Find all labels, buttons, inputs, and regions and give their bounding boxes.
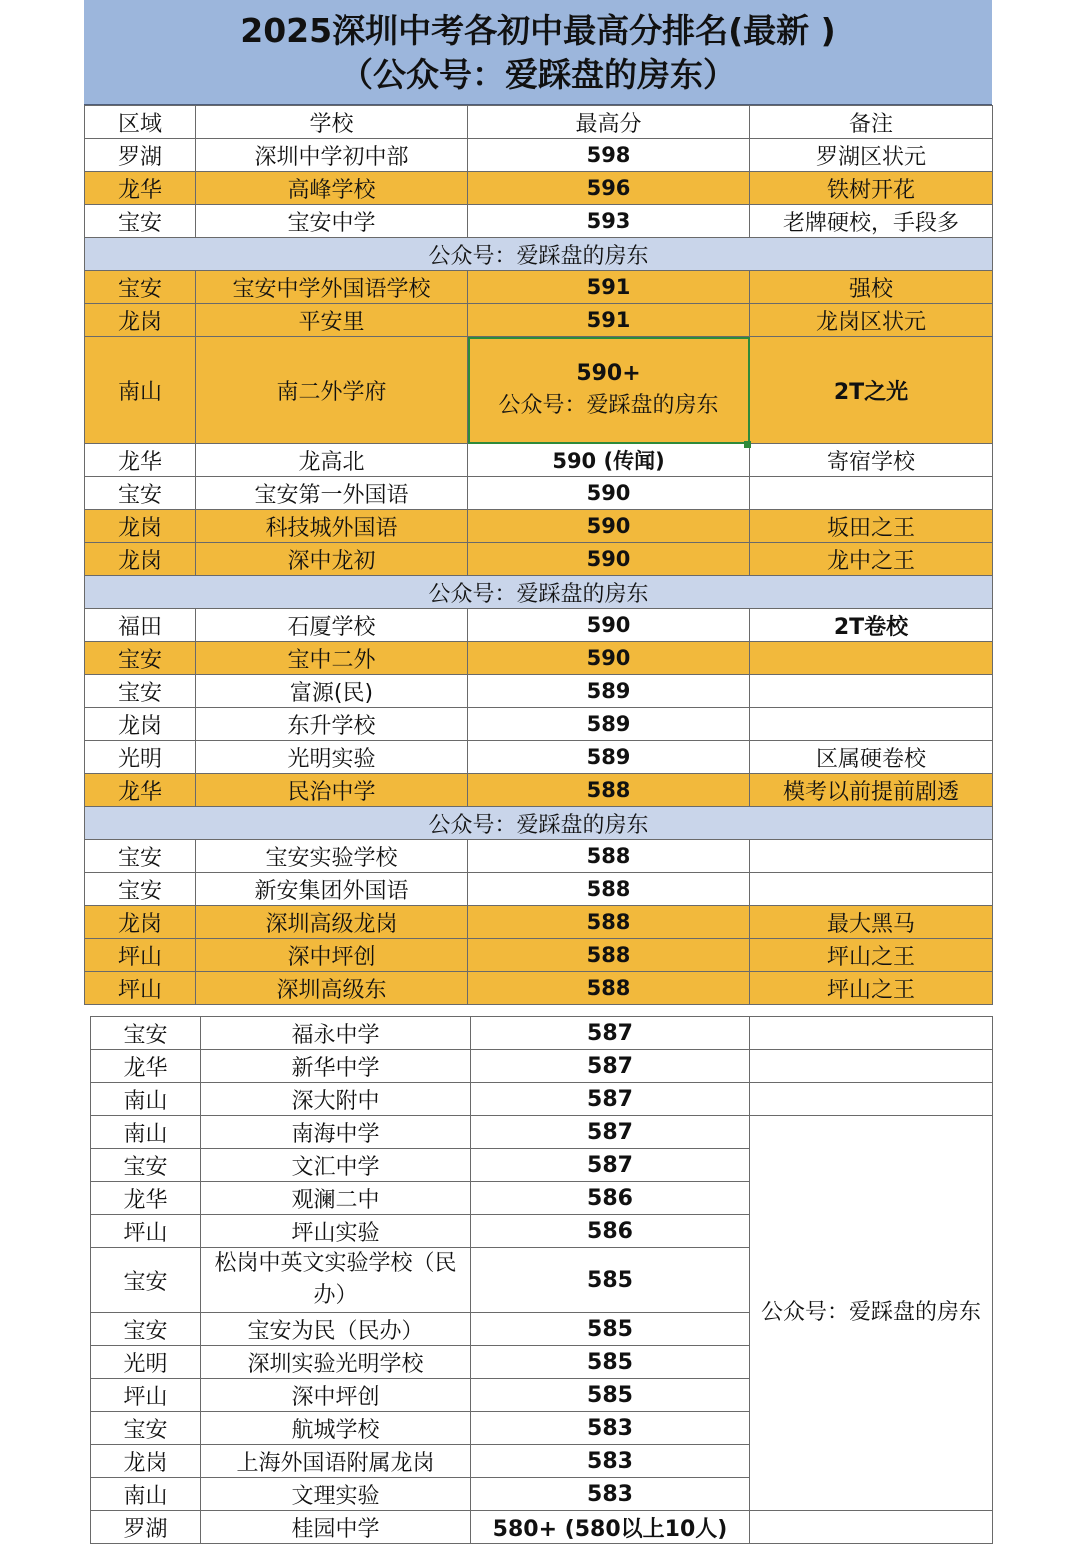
title-line-1: 2025深圳中考各初中最高分排名(最新 ) (240, 11, 836, 50)
school-cell[interactable]: 宝安为民（民办） (201, 1313, 471, 1346)
school-cell[interactable]: 深圳中学初中部 (196, 139, 468, 172)
table-row (85, 840, 993, 873)
table-row (85, 304, 993, 337)
school-cell[interactable]: 深圳高级龙岗 (196, 906, 468, 939)
watermark-row (85, 576, 993, 609)
header-note[interactable]: 备注 (750, 106, 993, 139)
table-row (85, 675, 993, 708)
note-cell[interactable]: 强校 (750, 271, 993, 304)
school-cell[interactable]: 深圳实验光明学校 (201, 1346, 471, 1379)
score-cell[interactable]: 593 (468, 205, 750, 238)
district-cell[interactable]: 宝安 (85, 873, 196, 906)
score-cell[interactable]: 591 (468, 304, 750, 337)
table-row (91, 1017, 993, 1050)
header-row (85, 106, 993, 139)
school-cell[interactable]: 宝安实验学校 (196, 840, 468, 873)
note-cell[interactable]: 模考以前提前剧透 (750, 774, 993, 807)
score-cell[interactable]: 588 (468, 840, 750, 873)
district-cell[interactable]: 龙岗 (85, 906, 196, 939)
school-cell[interactable]: 新华中学 (201, 1050, 471, 1083)
score-cell[interactable]: 583 (471, 1445, 750, 1478)
note-cell[interactable] (750, 675, 993, 708)
score-cell[interactable]: 586 (471, 1215, 750, 1248)
score-cell[interactable]: 583 (471, 1478, 750, 1511)
school-cell[interactable]: 上海外国语附属龙岗 (201, 1445, 471, 1478)
title-banner (84, 0, 992, 105)
school-cell[interactable]: 桂园中学 (201, 1511, 471, 1544)
district-cell[interactable]: 南山 (91, 1083, 201, 1116)
table-row (85, 708, 993, 741)
district-cell[interactable]: 龙岗 (85, 304, 196, 337)
score-cell[interactable]: 588 (468, 972, 750, 1005)
note-cell[interactable] (750, 1017, 993, 1050)
district-cell[interactable]: 南山 (91, 1478, 201, 1511)
note-cell[interactable]: 坪山之王 (750, 972, 993, 1005)
score-cell[interactable]: 589 (468, 675, 750, 708)
school-cell[interactable]: 深中龙初 (196, 543, 468, 576)
table-row (85, 271, 993, 304)
school-cell[interactable]: 深圳高级东 (196, 972, 468, 1005)
score-cell[interactable]: 590 (468, 642, 750, 675)
school-cell[interactable]: 龙高北 (196, 444, 468, 477)
district-cell[interactable]: 宝安 (85, 642, 196, 675)
school-cell[interactable]: 科技城外国语 (196, 510, 468, 543)
header-school[interactable]: 学校 (196, 106, 468, 139)
note-cell[interactable]: 区属硬卷校 (750, 741, 993, 774)
score-cell[interactable]: 588 (468, 774, 750, 807)
table-row (85, 337, 993, 444)
school-cell[interactable]: 文汇中学 (201, 1149, 471, 1182)
district-cell[interactable]: 坪山 (85, 939, 196, 972)
score-cell[interactable]: 590 (468, 510, 750, 543)
table-row (85, 205, 993, 238)
school-cell[interactable]: 高峰学校 (196, 172, 468, 205)
merged-note-cell[interactable]: 公众号：爱踩盘的房东 (750, 1116, 993, 1511)
note-cell[interactable]: 坪山之王 (750, 939, 993, 972)
district-cell[interactable]: 龙岗 (85, 708, 196, 741)
note-cell[interactable]: 老牌硬校，手段多 (750, 205, 993, 238)
school-cell[interactable]: 航城学校 (201, 1412, 471, 1445)
table-row (85, 774, 993, 807)
selection-handle[interactable] (744, 441, 751, 448)
note-cell[interactable] (750, 873, 993, 906)
school-cell[interactable]: 宝安中学外国语学校 (196, 271, 468, 304)
score-cell[interactable]: 585 (471, 1379, 750, 1412)
header-district[interactable]: 区域 (85, 106, 196, 139)
table-row (85, 873, 993, 906)
score-cell[interactable]: 591 (468, 271, 750, 304)
district-cell[interactable]: 坪山 (85, 972, 196, 1005)
score-cell[interactable]: 587 (471, 1083, 750, 1116)
district-cell[interactable]: 光明 (91, 1346, 201, 1379)
watermark-text: 公众号：爱踩盘的房东 (85, 807, 993, 840)
score-cell[interactable]: 590 (468, 609, 750, 642)
score-watermark: 公众号：爱踩盘的房东 (498, 393, 719, 418)
score-cell[interactable]: 590 (468, 477, 750, 510)
score-cell[interactable]: 590 (468, 543, 750, 576)
school-cell[interactable]: 坪山实验 (201, 1215, 471, 1248)
score-cell[interactable]: 587 (471, 1116, 750, 1149)
table-row (85, 741, 993, 774)
table-row (91, 1511, 993, 1544)
district-cell[interactable]: 龙华 (85, 172, 196, 205)
table-row (91, 1050, 993, 1083)
district-cell[interactable]: 龙岗 (85, 510, 196, 543)
table-row (91, 1116, 993, 1149)
district-cell[interactable]: 宝安 (85, 205, 196, 238)
district-cell[interactable]: 宝安 (85, 271, 196, 304)
note-cell[interactable] (750, 1050, 993, 1083)
watermark-row (85, 807, 993, 840)
note-cell[interactable] (750, 477, 993, 510)
score-cell[interactable]: 585 (471, 1313, 750, 1346)
district-cell[interactable]: 宝安 (91, 1248, 201, 1313)
district-cell[interactable]: 龙华 (85, 774, 196, 807)
district-cell[interactable]: 宝安 (85, 675, 196, 708)
note-cell[interactable] (750, 1511, 993, 1544)
district-cell[interactable]: 龙华 (85, 444, 196, 477)
school-cell[interactable]: 富源(民) (196, 675, 468, 708)
school-cell[interactable]: 宝安第一外国语 (196, 477, 468, 510)
district-cell[interactable]: 宝安 (91, 1149, 201, 1182)
district-cell[interactable]: 宝安 (85, 840, 196, 873)
school-cell[interactable]: 南海中学 (201, 1116, 471, 1149)
note-cell[interactable]: 龙岗区状元 (750, 304, 993, 337)
table-row (91, 1083, 993, 1116)
note-cell[interactable]: 最大黑马 (750, 906, 993, 939)
school-cell[interactable]: 民治中学 (196, 774, 468, 807)
district-cell[interactable]: 龙岗 (85, 543, 196, 576)
table-row (85, 139, 993, 172)
score-cell[interactable]: 588 (468, 906, 750, 939)
score-cell[interactable]: 589 (468, 708, 750, 741)
title-line-2: （公众号：爱踩盘的房东） (340, 55, 736, 94)
table-row (85, 510, 993, 543)
note-cell[interactable] (750, 642, 993, 675)
score-cell[interactable]: 588 (468, 939, 750, 972)
district-cell[interactable]: 罗湖 (85, 139, 196, 172)
score-cell[interactable]: 589 (468, 741, 750, 774)
note-cell[interactable]: 罗湖区状元 (750, 139, 993, 172)
district-cell[interactable]: 宝安 (85, 477, 196, 510)
score-cell[interactable]: 590 (传闻) (468, 444, 750, 477)
district-cell[interactable]: 宝安 (91, 1412, 201, 1445)
watermark-row (85, 238, 993, 271)
district-cell[interactable]: 光明 (85, 741, 196, 774)
score-cell[interactable]: 580+ (580以上10人) (471, 1511, 750, 1544)
district-cell[interactable]: 南山 (91, 1116, 201, 1149)
score-cell[interactable]: 586 (471, 1182, 750, 1215)
score-cell[interactable]: 588 (468, 873, 750, 906)
score-cell[interactable]: 596 (468, 172, 750, 205)
table-row (85, 939, 993, 972)
table-row (85, 609, 993, 642)
district-cell[interactable]: 福田 (85, 609, 196, 642)
table-row (85, 444, 993, 477)
note-cell[interactable]: 2T之光 (750, 337, 993, 444)
ranking-sheet (84, 0, 992, 1542)
district-cell[interactable]: 龙华 (91, 1050, 201, 1083)
score-cell[interactable]: 587 (471, 1149, 750, 1182)
ranking-table-top (84, 105, 993, 1005)
note-cell[interactable]: 铁树开花 (750, 172, 993, 205)
note-cell[interactable] (750, 1083, 993, 1116)
score-value: 590+ (576, 361, 641, 386)
note-cell[interactable]: 寄宿学校 (750, 444, 993, 477)
district-cell[interactable]: 宝安 (91, 1313, 201, 1346)
table-row (85, 172, 993, 205)
district-cell[interactable]: 坪山 (91, 1215, 201, 1248)
note-cell[interactable]: 坂田之王 (750, 510, 993, 543)
table-row (85, 972, 993, 1005)
district-cell[interactable]: 坪山 (91, 1379, 201, 1412)
note-cell[interactable]: 2T卷校 (750, 609, 993, 642)
school-cell[interactable]: 东升学校 (196, 708, 468, 741)
note-cell[interactable] (750, 840, 993, 873)
district-cell[interactable]: 龙岗 (91, 1445, 201, 1478)
header-score[interactable]: 最高分 (468, 106, 750, 139)
school-cell[interactable]: 观澜二中 (201, 1182, 471, 1215)
table-row (85, 642, 993, 675)
school-cell[interactable]: 宝安中学 (196, 205, 468, 238)
school-cell[interactable]: 南二外学府 (196, 337, 468, 444)
district-cell[interactable]: 龙华 (91, 1182, 201, 1215)
score-cell[interactable]: 583 (471, 1412, 750, 1445)
school-cell[interactable]: 文理实验 (201, 1478, 471, 1511)
ranking-table-bottom (90, 1016, 993, 1544)
school-cell[interactable]: 深大附中 (201, 1083, 471, 1116)
school-cell[interactable]: 深中坪创 (201, 1379, 471, 1412)
score-cell-selected[interactable] (468, 337, 750, 444)
school-cell[interactable]: 福永中学 (201, 1017, 471, 1050)
score-cell[interactable]: 598 (468, 139, 750, 172)
district-cell[interactable]: 宝安 (91, 1017, 201, 1050)
district-cell[interactable]: 南山 (85, 337, 196, 444)
school-cell[interactable]: 新安集团外国语 (196, 873, 468, 906)
note-cell[interactable]: 龙中之王 (750, 543, 993, 576)
table-row (85, 477, 993, 510)
score-cell[interactable]: 585 (471, 1346, 750, 1379)
score-cell[interactable]: 587 (471, 1017, 750, 1050)
score-cell[interactable]: 585 (471, 1248, 750, 1313)
district-cell[interactable]: 罗湖 (91, 1511, 201, 1544)
watermark-text: 公众号：爱踩盘的房东 (85, 238, 993, 271)
school-cell[interactable]: 宝中二外 (196, 642, 468, 675)
school-cell[interactable]: 石厦学校 (196, 609, 468, 642)
score-cell[interactable]: 587 (471, 1050, 750, 1083)
school-cell[interactable]: 光明实验 (196, 741, 468, 774)
school-cell[interactable]: 平安里 (196, 304, 468, 337)
school-cell[interactable]: 深中坪创 (196, 939, 468, 972)
table-row (85, 543, 993, 576)
school-cell[interactable]: 松岗中英文实验学校（民办） (201, 1248, 471, 1313)
watermark-text: 公众号：爱踩盘的房东 (85, 576, 993, 609)
table-row (85, 906, 993, 939)
note-cell[interactable] (750, 708, 993, 741)
